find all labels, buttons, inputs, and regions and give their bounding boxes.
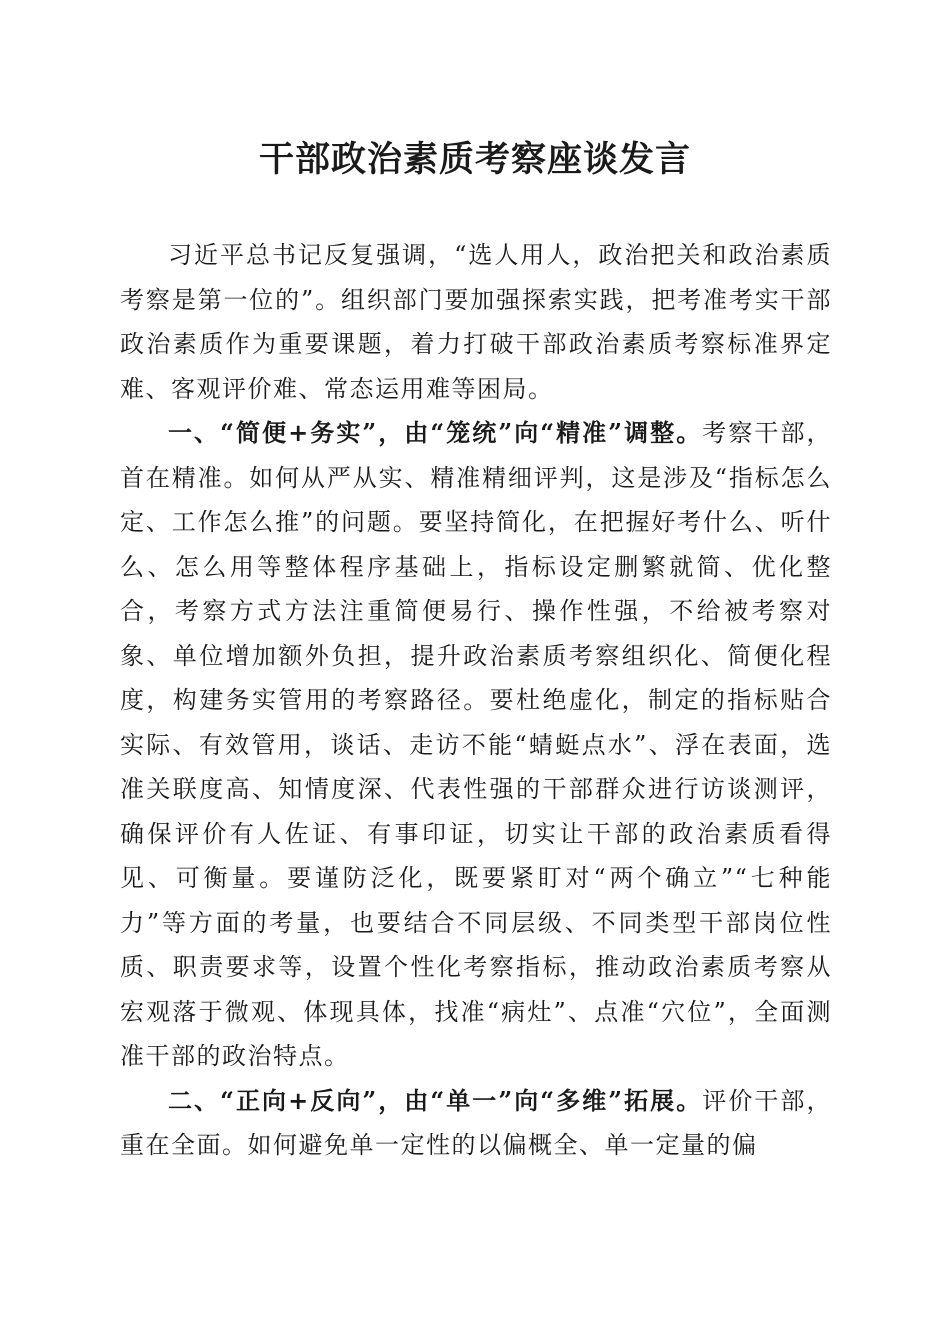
section-1-heading: 一、“简便+务实”，由“笼统”向“精准”调整。 [168,418,703,447]
section-2-body: 评价干部，重在全面。如何避免单一定性的以偏概全、单一定量的偏 [120,1086,833,1159]
intro-paragraph: 习近平总书记反复强调，“选人用人，政治把关和政治素质考察是第一位的”。组织部门要加强探索实践，把考准考实干部政治素质作为重要课题，着力打破干部政治素质考察标准界定难、客观评价难、常态运用难等困局。 [120,241,832,403]
document-body [120,233,832,1168]
document-title: 干部政治素质考察座谈发言 [258,139,691,180]
section-1-paragraph [120,411,832,1079]
section-2-paragraph [120,1079,832,1168]
section-1-body: 考察干部，首在精准。如何从严从实、精准精细评判，这是涉及“指标怎么定、工作怎么推”的问题。要坚持简化，在把握好考什么、听什么、怎么用等整体程序基础上，指标设定删繁就简、优化整合，考察方式方法注重简便易行、操作性强，不给被考察对象、单位增加额外负担，提升政治素质考察组织化、简便化程度，构建务实管用的考察路径。要杜绝虚化，制定的指标贴合实际、有效管用，谈话、走访不能“蜻蜓点水”、浮在表面，选准关联度高、知情度深、代表性强的干部群众进行访谈测评，确保评价有人佐证、有事印证，切实让干部的政治素质看得见、可衡量。要谨防泛化，既要紧盯对“两个确立”“七种能力”等方面的考量，也要结合不同层级、不同类型干部岗位性质、职责要求等，设置个性化考察指标，推动政治素质考察从宏观落于微观、体现具体，找准“病灶”、点准“穴位”，全面测准干部的政治特点。 [120,419,833,1070]
section-2-heading: 二、“正向+反向”，由“单一”向“多维”拓展。 [168,1085,703,1115]
